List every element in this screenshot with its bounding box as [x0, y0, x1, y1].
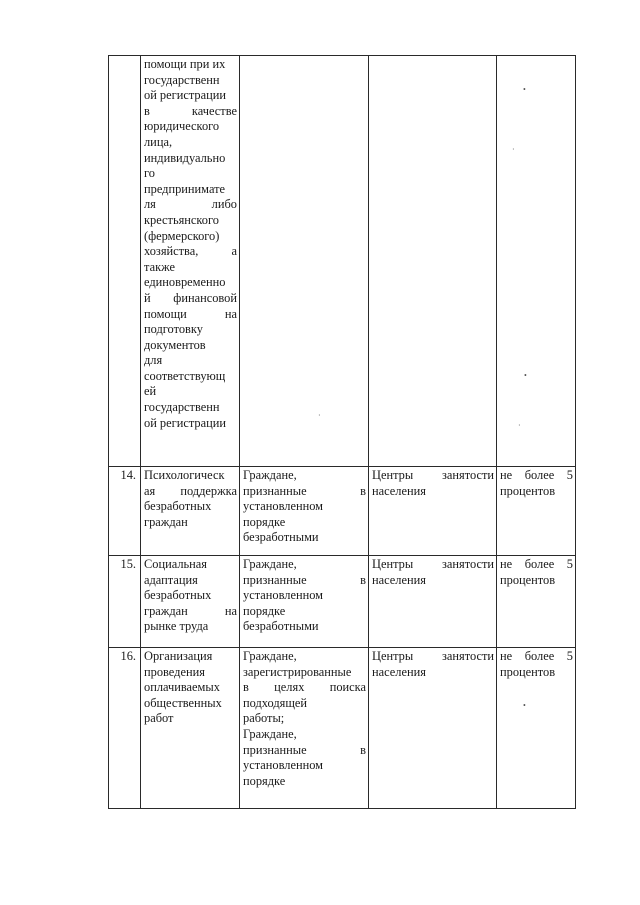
cell-text-line: безработными: [243, 530, 319, 545]
scan-speck: •: [524, 371, 527, 380]
cell-text-line: документов: [144, 337, 206, 352]
cell-text-line: признанные в: [243, 483, 366, 498]
cell-text-line: ой регистрации: [144, 415, 226, 430]
cell-text-line: единовременно: [144, 275, 226, 290]
cell-text-line: хозяйства, а: [144, 244, 237, 259]
cell-text-line: Граждане,: [243, 726, 297, 741]
service-name-cell: [141, 648, 240, 809]
cell-text-line: Социальная: [144, 557, 207, 571]
cell-text-line: также: [144, 259, 175, 274]
cell-text-line: адаптация: [144, 572, 198, 587]
cell-text-line: помощи на: [144, 306, 237, 321]
share-cell: [497, 467, 576, 556]
recipients-cell: [240, 56, 369, 467]
provider-cell: [369, 467, 497, 556]
cell-text-line: ля либо: [144, 197, 237, 212]
cell-text-line: порядке: [243, 514, 286, 529]
row-number: [109, 56, 141, 467]
cell-text-line: подходящей: [243, 695, 308, 710]
row-number: [109, 648, 141, 809]
cell-text-line: ая поддержка: [144, 483, 237, 498]
scan-speck: •: [523, 701, 526, 710]
recipients-cell: [240, 467, 369, 556]
cell-text-line: Психологическ: [144, 468, 225, 482]
cell-text-line: процентов: [500, 483, 556, 498]
cell-text-line: населения: [372, 483, 426, 498]
row-number: [109, 467, 141, 556]
cell-text-line: Центры занятости: [372, 649, 494, 663]
scan-speck: •: [523, 85, 526, 94]
cell-text-line: работы;: [243, 711, 285, 726]
cell-text-line: не более 5: [500, 649, 573, 663]
share-cell: [497, 56, 576, 467]
provider-cell: [369, 56, 497, 467]
row-number-text: 15.: [120, 557, 136, 571]
cell-text-line: признанные в: [243, 572, 366, 587]
cell-text-line: установленном: [243, 588, 324, 603]
cell-text-line: Центры занятости: [372, 557, 494, 571]
cell-text-line: й финансовой: [144, 290, 237, 305]
cell-text-line: юридического: [144, 119, 220, 134]
cell-text-line: процентов: [500, 572, 556, 587]
cell-text-line: безработных: [144, 499, 212, 514]
cell-text-line: подготовку: [144, 322, 203, 337]
provider-cell: [369, 648, 497, 809]
cell-text-line: Граждане,: [243, 649, 297, 663]
cell-text-line: крестьянского: [144, 212, 219, 227]
service-name-cell: [141, 467, 240, 556]
cell-text-line: оплачиваемых: [144, 680, 220, 695]
table-row: [109, 648, 576, 809]
cell-text-line: граждан на: [144, 603, 237, 618]
row-number: [109, 556, 141, 648]
cell-text-line: го: [144, 166, 155, 181]
cell-text-line: безработных: [144, 588, 212, 603]
scan-speck: ·: [512, 145, 515, 154]
cell-text-line: индивидуально: [144, 150, 226, 165]
service-name-cell: [141, 56, 240, 467]
cell-text-line: для: [144, 353, 163, 368]
cell-text-line: порядке: [243, 603, 286, 618]
cell-text-line: рынке труда: [144, 619, 209, 634]
cell-text-line: государственн: [144, 400, 220, 415]
scan-speck: ·: [518, 421, 521, 430]
table-row: [109, 556, 576, 648]
services-table: [108, 55, 576, 809]
table-row: [109, 56, 576, 467]
share-cell: [497, 648, 576, 809]
row-number-text: 14.: [120, 468, 136, 482]
cell-text-line: населения: [372, 664, 426, 679]
cell-text-line: безработными: [243, 619, 319, 634]
cell-text-line: общественных: [144, 695, 222, 710]
cell-text-line: предпринимате: [144, 181, 226, 196]
cell-text-line: процентов: [500, 664, 556, 679]
cell-text-line: ей: [144, 384, 157, 399]
cell-text-line: установленном: [243, 758, 324, 773]
provider-cell: [369, 556, 497, 648]
cell-text-line: граждан: [144, 514, 188, 529]
recipients-cell: [240, 648, 369, 809]
cell-text-line: ой регистрации: [144, 88, 226, 103]
cell-text-line: признанные в: [243, 742, 366, 757]
cell-text-line: Граждане,: [243, 468, 297, 482]
cell-text-line: (фермерского): [144, 228, 220, 243]
cell-text-line: государственн: [144, 72, 220, 87]
cell-text-line: Центры занятости: [372, 468, 494, 482]
cell-text-line: не более 5: [500, 557, 573, 571]
cell-text-line: соответствующ: [144, 368, 226, 383]
cell-text-line: Граждане,: [243, 557, 297, 571]
cell-text-line: населения: [372, 572, 426, 587]
cell-text-line: работ: [144, 711, 174, 726]
service-name-cell: [141, 556, 240, 648]
recipients-cell: [240, 556, 369, 648]
table-row: [109, 467, 576, 556]
cell-text-line: порядке: [243, 773, 286, 788]
cell-text-line: зарегистрированные: [243, 664, 352, 679]
scan-speck: ·: [318, 411, 321, 420]
cell-text-line: установленном: [243, 499, 324, 514]
row-number-text: 16.: [120, 649, 136, 663]
cell-text-line: проведения: [144, 664, 205, 679]
cell-text-line: в качестве: [144, 103, 237, 118]
cell-text-line: в целях поиска: [243, 680, 366, 695]
cell-text-line: Организация: [144, 649, 213, 663]
share-cell: [497, 556, 576, 648]
cell-text-line: лица,: [144, 134, 173, 149]
cell-text-line: не более 5: [500, 468, 573, 482]
cell-text-line: помощи при их: [144, 57, 226, 71]
